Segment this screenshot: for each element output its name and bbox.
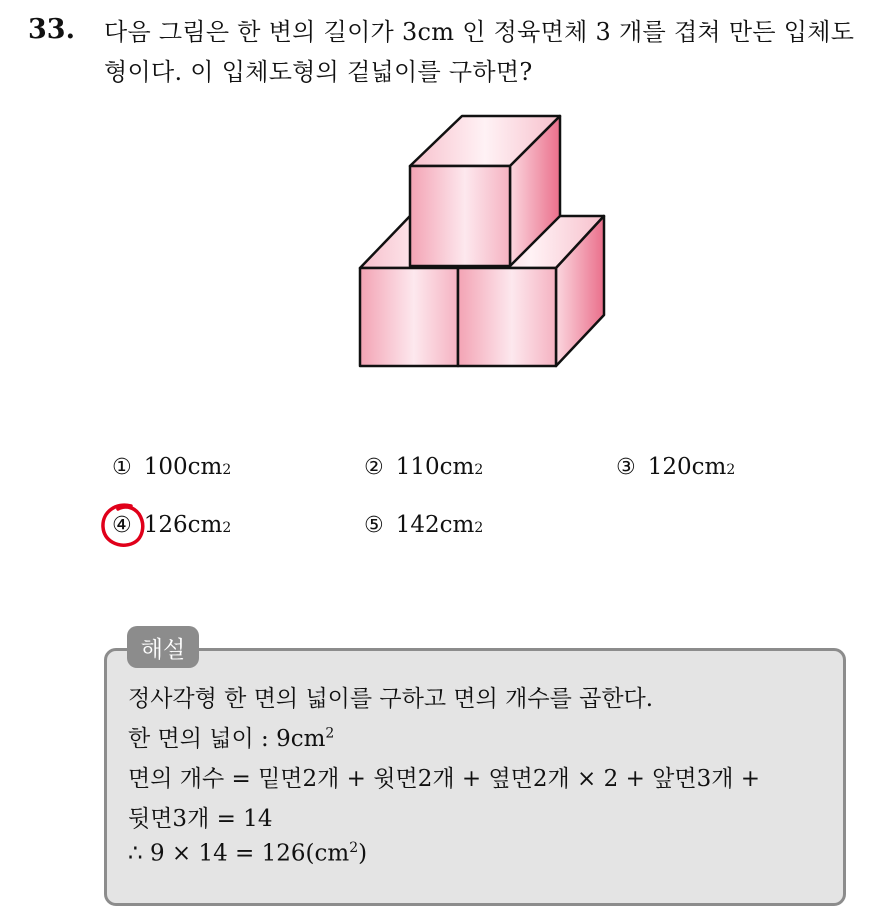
bottom-right-cube-front bbox=[458, 268, 556, 366]
choice-mark: ③ bbox=[616, 455, 636, 480]
choice-5[interactable] bbox=[364, 512, 483, 538]
choice-1[interactable] bbox=[112, 454, 231, 480]
question-text: 다음 그림은 한 변의 길이가 3cm 인 정육면체 3 개를 겹쳐 만든 입체도형이다. 이 입체도형의 겉넓이를 구하면? bbox=[104, 18, 855, 86]
solution-line-2 bbox=[128, 720, 334, 753]
question-number: 33. bbox=[28, 14, 75, 45]
solution-line-1: 정사각형 한 면의 넓이를 구하고 면의 개수를 곱한다. bbox=[128, 686, 654, 712]
choice-value: 142cm bbox=[395, 512, 475, 538]
choice-2[interactable] bbox=[364, 454, 483, 480]
choice-exp: 2 bbox=[222, 520, 232, 536]
cube-stack-figure bbox=[350, 108, 612, 374]
choice-exp: 2 bbox=[474, 462, 484, 478]
choice-mark: ② bbox=[364, 455, 384, 480]
solution-line-4: 뒷면3개 = 14 bbox=[128, 806, 273, 832]
top-cube-front bbox=[410, 166, 510, 266]
choice-exp: 2 bbox=[726, 462, 736, 478]
choice-3[interactable] bbox=[616, 454, 735, 480]
choice-mark: ⑤ bbox=[364, 513, 384, 538]
solution-line-5 bbox=[128, 840, 367, 867]
choice-value: 120cm bbox=[647, 454, 727, 480]
solution-line-5-text: ∴ 9 × 14 = 126(cm bbox=[128, 840, 350, 867]
choice-mark: ① bbox=[112, 455, 132, 480]
bottom-left-cube-front bbox=[360, 268, 458, 366]
solution-line-3: 면의 개수 = 밑면2개 + 윗면2개 + 옆면2개 × 2 + 앞면3개 + bbox=[128, 766, 761, 792]
choice-exp: 2 bbox=[474, 520, 484, 536]
solution-line-5-close: ) bbox=[358, 840, 368, 867]
choice-exp: 2 bbox=[222, 462, 232, 478]
solution-line-5-exp: 2 bbox=[349, 840, 359, 856]
solution-line-2-text: 한 면의 넓이 : 9cm bbox=[128, 726, 326, 752]
choice-mark: ④ bbox=[112, 513, 132, 538]
answer-circle-mark bbox=[98, 500, 148, 550]
choice-value: 126cm bbox=[143, 512, 223, 538]
choice-value: 100cm bbox=[143, 454, 223, 480]
solution-tab: 해설 bbox=[127, 626, 199, 668]
choice-value: 110cm bbox=[395, 454, 475, 480]
solution-line-2-exp: 2 bbox=[325, 725, 335, 742]
